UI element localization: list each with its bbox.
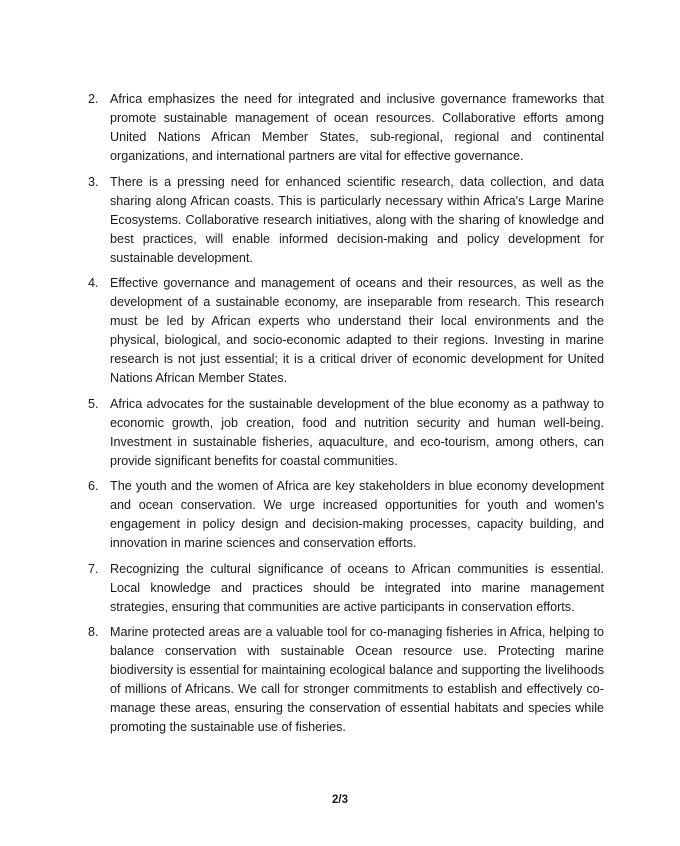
item-number: 3. bbox=[88, 174, 99, 189]
item-number: 2. bbox=[88, 92, 99, 106]
item-number: 6. bbox=[88, 479, 99, 493]
item-number: 7. bbox=[88, 561, 99, 576]
item-text: Effective governance and management of oceans and their resources, as well as the development of a sustainable economy, are inseparable from research. This research must be led by African experts who understand their local environments and the physical, biological, and socio-economic adapted to their regions. Investing in marine research is not just essential; it is a critical driver of economic development for United Nations African Member States. bbox=[110, 276, 604, 385]
item-number: 8. bbox=[88, 625, 99, 639]
list-item-2 bbox=[88, 90, 604, 166]
item-text: Africa emphasizes the need for integrated and inclusive governance frameworks that promote sustainable management of ocean resources. Collaborative efforts among United Nations African Member States, sub-regional, regional and continental organizations, and international partners are vital for effective governance. bbox=[110, 92, 604, 163]
list-item-7 bbox=[88, 560, 604, 617]
item-text: Marine protected areas are a valuable tool for co-managing fisheries in Africa, helping to balance conservation with sustainable Ocean resource use. Protecting marine biodiversity is essential for maintaining ecological balance and supporting the livelihoods of millions of Africans. We call for stronger commitments to establish and effectively co-manage these areas, ensuring the conservation of essential habitats and species while promoting the sustainable use of fisheries. bbox=[110, 625, 604, 734]
item-text: Recognizing the cultural significance of oceans to African communities is essential. Local knowledge and practices should be integrated into marine management strategies, ensuring that communities are active participants in conservation efforts. bbox=[110, 561, 604, 614]
list-item-5 bbox=[88, 395, 604, 471]
item-text: The youth and the women of Africa are key stakeholders in blue economy development and ocean conservation. We urge increased opportunities for youth and women's engagement in policy design and decision-making processes, capacity building, and innovation in marine sciences and conservation efforts. bbox=[110, 479, 604, 550]
page-number: 2/3 bbox=[332, 794, 348, 806]
item-number: 5. bbox=[88, 396, 99, 411]
list-item-6 bbox=[88, 477, 604, 553]
list-item-4 bbox=[88, 274, 604, 388]
item-number: 4. bbox=[88, 276, 99, 290]
item-text: Africa advocates for the sustainable development of the blue economy as a pathway to economic growth, job creation, food and nutrition security and human well-being. Investment in sustainable fisheries, aquaculture, and eco-tourism, among others, can provide significant benefits for coastal communities. bbox=[110, 396, 604, 468]
list-item-8 bbox=[88, 623, 604, 737]
list-item-3 bbox=[88, 173, 604, 268]
item-text: There is a pressing need for enhanced scientific research, data collection, and data sharing along African coasts. This is particularly necessary within Africa's Large Marine Ecosystems. Collaborative research initiatives, along with the sharing of knowledge and best practices, will enable informed decision-making and policy development for sustainable development. bbox=[110, 174, 604, 265]
numbered-list bbox=[88, 90, 604, 744]
